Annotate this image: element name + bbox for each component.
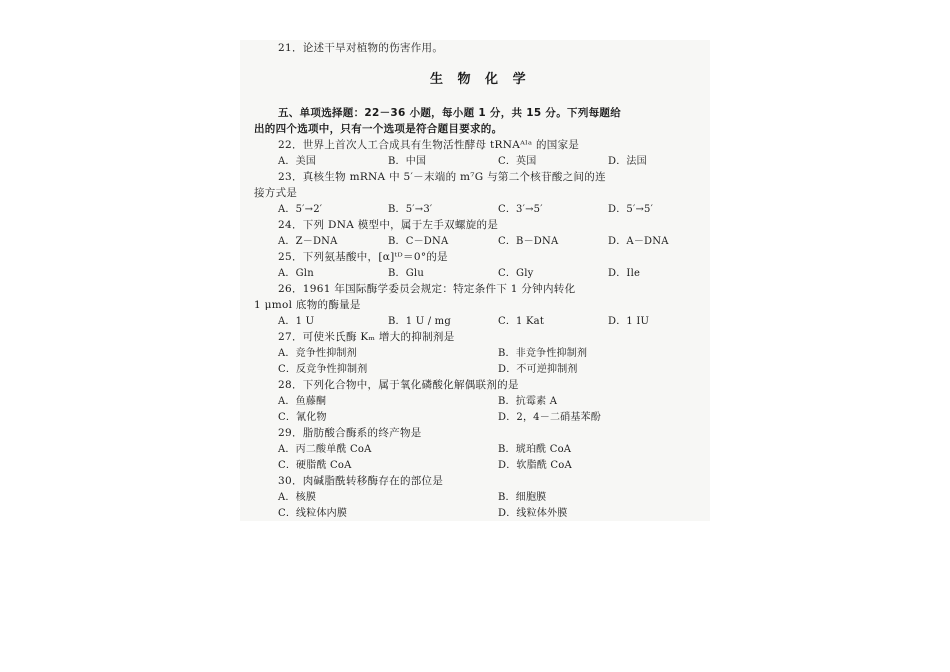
question-stem: 22．世界上首次人工合成具有生物活性酵母 tRNAᴬˡᵃ 的国家是 — [278, 139, 580, 151]
option-a: A．Z－DNA — [278, 236, 338, 247]
question-stem: 30．肉碱脂酰转移酶存在的部位是 — [278, 475, 444, 487]
option-b: B．细胞膜 — [498, 492, 547, 503]
option-d: D．Ile — [608, 268, 641, 279]
section-title: 生 物 化 学 — [430, 72, 531, 87]
question-stem: 25．下列氨基酸中，[α]ᵗᴰ＝0°的是 — [278, 251, 448, 263]
option-c: C．反竞争性抑制剂 — [278, 364, 368, 375]
option-c: C．硬脂酰 CoA — [278, 460, 352, 471]
option-b: B．中国 — [388, 156, 427, 167]
option-c: C．B－DNA — [498, 236, 559, 247]
option-b: B．Glu — [388, 268, 424, 279]
option-c: C．英国 — [498, 156, 537, 167]
option-b: B．琥珀酰 CoA — [498, 444, 572, 455]
instructions-line-1: 五、单项选择题：22－36 小题，每小题 1 分，共 15 分。下列每题给 — [278, 107, 622, 119]
instructions-line-2: 出的四个选项中，只有一个选项是符合题目要求的。 — [254, 123, 503, 135]
option-d: D．软脂酰 CoA — [498, 460, 572, 471]
option-a: A．美国 — [278, 156, 317, 167]
question-stem: 27．可使米氏酶 Kₘ 增大的抑制剂是 — [278, 331, 455, 343]
question-stem: 23．真核生物 mRNA 中 5′－末端的 m⁷G 与第二个核苷酸之间的连 — [278, 171, 606, 183]
prev-question: 21．论述干旱对植物的伤害作用。 — [278, 42, 444, 54]
option-a: A．Gln — [278, 268, 314, 279]
option-d: D．线粒体外膜 — [498, 508, 568, 519]
option-b: B．5′→3′ — [388, 204, 433, 215]
option-a: A．5′→2′ — [278, 204, 323, 215]
option-d: D．2，4－二硝基苯酚 — [498, 412, 601, 423]
question-stem-cont: 接方式是 — [254, 187, 298, 199]
option-d: D．5′→5′ — [608, 204, 654, 215]
option-b: B．非竞争性抑制剂 — [498, 348, 588, 359]
question-stem: 29．脂肪酸合酶系的终产物是 — [278, 427, 422, 439]
option-a: A．丙二酸单酰 CoA — [278, 444, 372, 455]
option-d: D．A－DNA — [608, 236, 669, 247]
option-c: C．线粒体内膜 — [278, 508, 348, 519]
question-stem: 28．下列化合物中，属于氧化磷酸化解偶联剂的是 — [278, 379, 519, 391]
option-b: B．C－DNA — [388, 236, 449, 247]
option-d: D．1 IU — [608, 316, 650, 327]
option-c: C．1 Kat — [498, 316, 545, 327]
option-a: A．核膜 — [278, 492, 317, 503]
question-stem-cont: 1 μmol 底物的酶量是 — [254, 299, 361, 311]
option-d: D．不可逆抑制剂 — [498, 364, 578, 375]
option-d: D．法国 — [608, 156, 647, 167]
scanned-exam-page — [240, 40, 710, 521]
option-b: B．抗霉素 A — [498, 396, 558, 407]
option-c: C．Gly — [498, 268, 534, 279]
question-stem: 26．1961 年国际酶学委员会规定：特定条件下 1 分钟内转化 — [278, 283, 576, 295]
question-stem: 24．下列 DNA 模型中，属于左手双螺旋的是 — [278, 219, 499, 231]
option-a: A．鱼藤酮 — [278, 396, 327, 407]
option-c: C．氰化物 — [278, 412, 327, 423]
option-b: B．1 U / mg — [388, 316, 451, 327]
option-a: A．竞争性抑制剂 — [278, 348, 357, 359]
option-c: C．3′→5′ — [498, 204, 543, 215]
option-a: A．1 U — [278, 316, 315, 327]
